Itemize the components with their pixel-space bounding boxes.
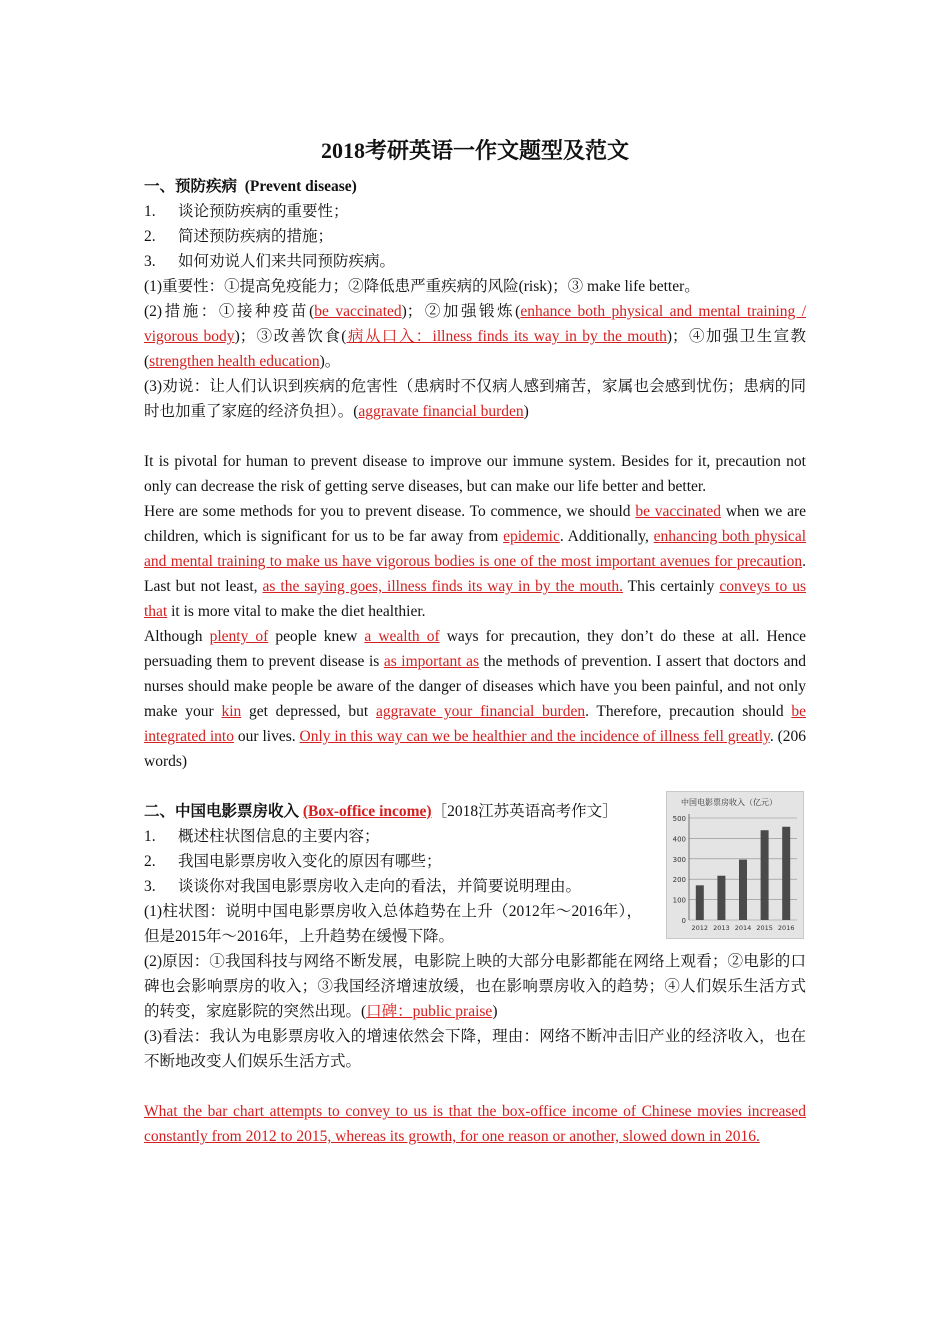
persuasion-paragraph: (3)劝说：让人们认识到疾病的危害性（患病时不仅病人感到痛苦，家属也会感到忧伤；患病的同时也加重了家庭的经济负担）。(aggravate financial burden)	[144, 378, 806, 420]
section2	[144, 799, 806, 949]
x-tick-label: 2013	[713, 924, 730, 932]
section2-heading	[144, 799, 642, 824]
list-item: 3. 谈谈你对我国电影票房收入走向的看法，并简要说明理由。	[144, 878, 582, 895]
y-tick-label: 400	[672, 835, 686, 844]
barchart-paragraph: (1)柱状图：说明中国电影票房收入总体趋势在上升（2012年～2016年），但是2015年～2016年，上升趋势在缓慢下降。	[144, 903, 642, 945]
essay1-paragraph3: Although plenty of people knew a wealth of ways for precaution, they don’t do these at all. Hence persuading them to prevent disease is as important as the methods of prevention. I assert that doctors and nurses should make people be aware of the danger of diseases which have you been painful, and not only make your kin get depressed, but aggravate your financial burden. Therefore, precaution should be integrated into our lives. Only in this way can we be healthier and the incidence of illness fell greatly. (206 words)	[144, 628, 807, 770]
page-title: 2018考研英语一作文题型及范文	[320, 138, 629, 163]
x-tick-label: 2016	[777, 924, 795, 932]
section1-heading-cn: 一、预防疾病	[144, 178, 238, 195]
bar	[696, 885, 704, 920]
chart-title: 中国电影票房收入（亿元）	[681, 798, 777, 807]
bar	[782, 827, 790, 920]
box-office-chart	[666, 791, 804, 939]
measures-paragraph: (2)措施：①接种疫苗(be vaccinated)；②加强锻炼(enhance both physical and mental training / vigorous body)；③改善饮食(病从口入：illness finds its way in by the mouth)；④加强卫生宣教(strengthen health education)。	[144, 303, 807, 370]
section2-heading-note: ［2018江苏英语高考作文］	[431, 803, 618, 820]
list-item: 3. 如何劝说人们来共同预防疾病。	[144, 253, 396, 270]
list-item: 1. 谈论预防疾病的重要性；	[144, 203, 349, 220]
bar	[717, 876, 725, 920]
x-tick-label: 2014	[734, 924, 752, 932]
opinion-paragraph: (3)看法：我认为电影票房收入的增速依然会下降，理由：网络不断冲击旧产业的经济收入，也在不断地改变人们娱乐生活方式。	[144, 1028, 806, 1070]
y-tick-label: 0	[681, 917, 686, 925]
list-item: 2. 我国电影票房收入变化的原因有哪些；	[144, 853, 442, 870]
section2-heading-cn: 二、中国电影票房收入	[144, 803, 300, 820]
y-tick-label: 200	[672, 876, 686, 885]
section1-heading-en: (Prevent disease)	[244, 178, 357, 195]
essay2-paragraph1: What the bar chart attempts to convey to us is that the box-office income of Chinese movies increased constantly from 2012 to 2015, whereas its growth, for one reason or another, slowed down in 2016.	[144, 1103, 806, 1145]
section1-heading	[144, 174, 806, 199]
section2-heading-en: (Box-office income)	[302, 803, 432, 820]
x-tick-label: 2012	[691, 924, 709, 932]
bar-chart-svg	[667, 792, 803, 938]
x-tick-label: 2015	[756, 924, 773, 932]
list-item: 1. 概述柱状图信息的主要内容；	[144, 828, 380, 845]
bar	[761, 830, 769, 920]
importance-paragraph: (1)重要性：①提高免疫能力；②降低患严重疾病的风险(risk)；③ make life better。	[144, 278, 700, 295]
document-page	[144, 132, 806, 1149]
y-tick-label: 300	[672, 855, 686, 864]
y-tick-label: 100	[672, 896, 686, 905]
y-tick-label: 500	[672, 815, 686, 823]
bar	[739, 860, 747, 920]
reasons-paragraph: (2)原因：①我国科技与网络不断发展，电影院上映的大部分电影都能在网络上观看；②电影的口碑也会影响票房的收入；③我国经济增速放缓，也在影响票房收入的趋势；④人们娱乐生活方式的转变，家庭影院的突然出现。(口碑：public praise)	[144, 953, 806, 1020]
list-item: 2. 简述预防疾病的措施；	[144, 228, 334, 245]
essay1-paragraph1: It is pivotal for human to prevent disease to improve our immune system. Besides for it, precaution not only can decrease the risk of getting serve diseases, but can make our life better and better.	[144, 453, 806, 495]
essay1-paragraph2: Here are some methods for you to prevent disease. To commence, we should be vaccinated when we are children, which is significant for us to be far away from epidemic. Additionally, enhancing both physical and mental training to make us have vigorous bodies is one of the most important avenues for precaution. Last but not least, as the saying goes, illness finds its way in by the mouth. This certainly conveys to us that it is more vital to make the diet healthier.	[144, 503, 807, 620]
